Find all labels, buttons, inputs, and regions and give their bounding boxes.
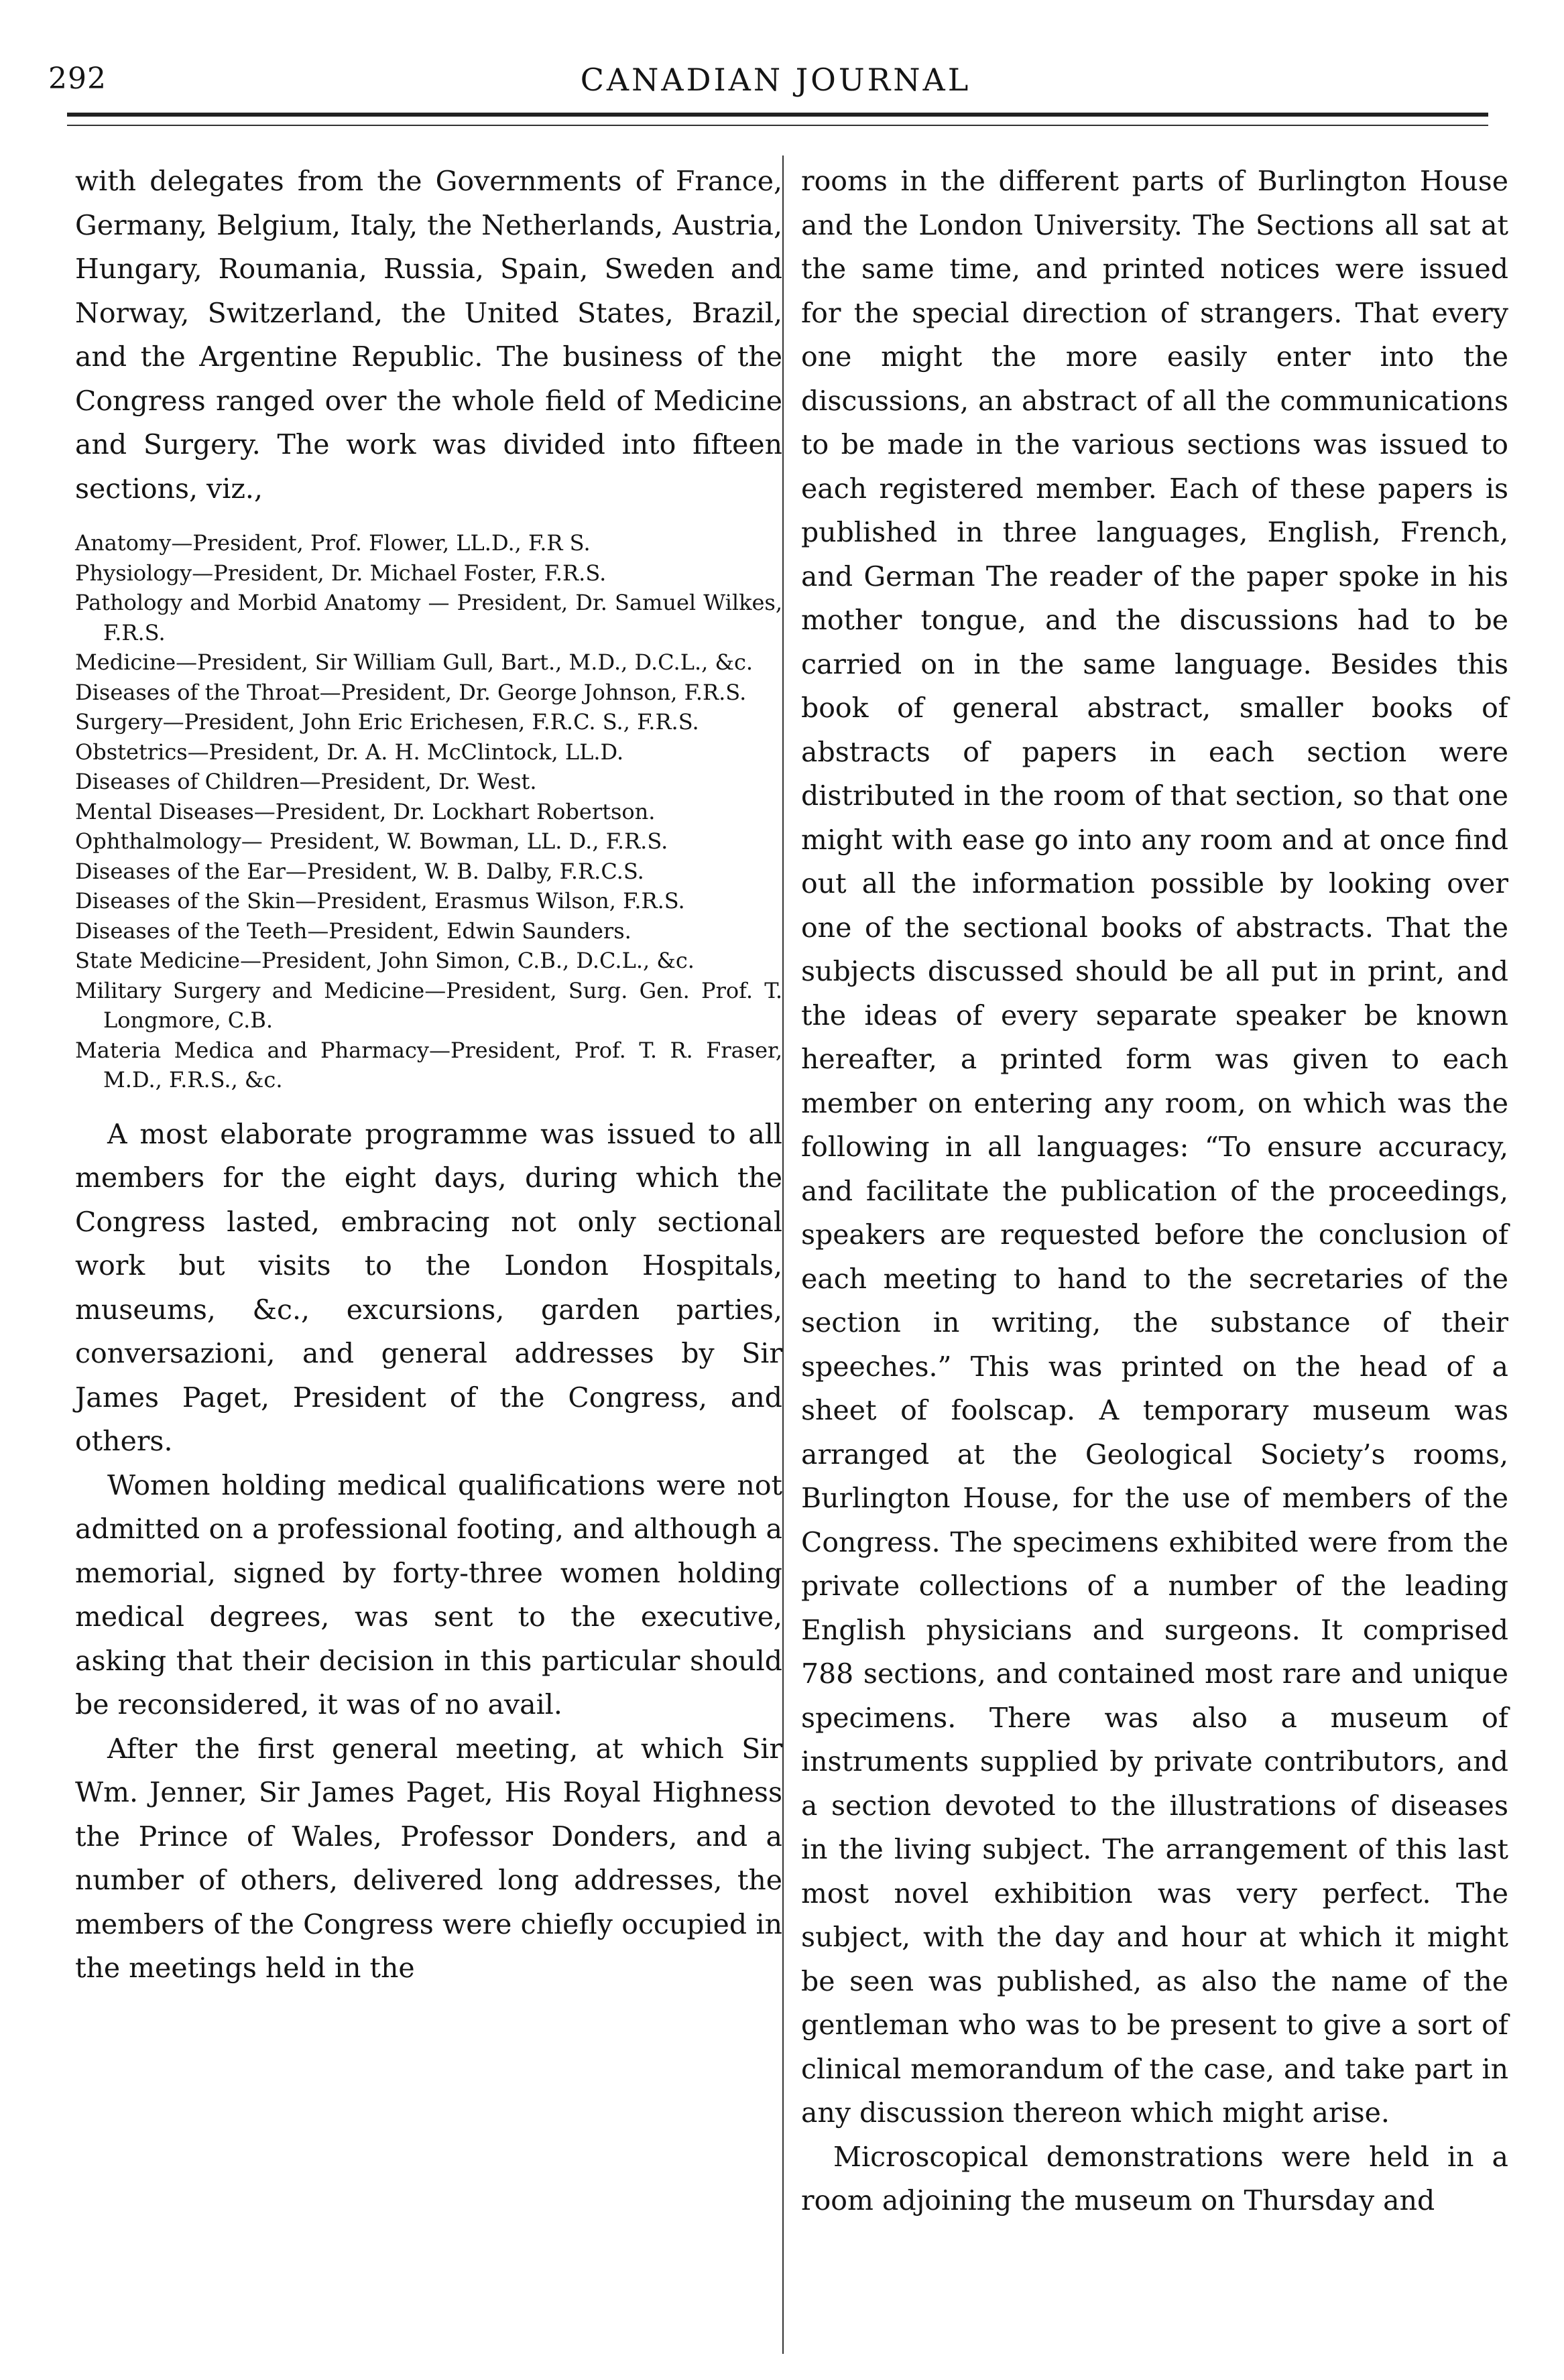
running-title: CANADIAN JOURNAL xyxy=(580,62,971,98)
column-divider xyxy=(782,155,784,2354)
section-item: Pathology and Morbid Anatomy — President, Dr. Samuel Wilkes, F.R.S. xyxy=(75,590,782,645)
header-rule-thin xyxy=(67,125,1488,126)
section-item: Physiology—President, Dr. Michael Foster, F.R.S. xyxy=(75,560,607,586)
left-column xyxy=(75,160,782,1991)
section-item: Ophthalmology— President, W. Bowman, LL. D., F.R.S. xyxy=(75,828,668,854)
section-item: Materia Medica and Pharmacy—President, Prof. T. R. Fraser, M.D., F.R.S., &c. xyxy=(75,1037,782,1092)
section-item: Mental Diseases—President, Dr. Lockhart Robertson. xyxy=(75,798,656,824)
section-item: Diseases of the Ear—President, W. B. Dalby, F.R.C.S. xyxy=(75,858,644,884)
meeting-paragraph: After the first general meeting, at which Sir Wm. Jenner, Sir James Paget, His Royal Highness the Prince of Wales, Professor Donders, and a number of others, delivered long addresses, the members of the Congress were chiefly occupied in the meetings held in the xyxy=(75,1732,782,1984)
intro-paragraph: with delegates from the Governments of France, Germany, Belgium, Italy, the Netherlands, Austria, Hungary, Roumania, Russia, Spain, Sweden and Norway, Switzerland, the United States, Brazil, and the Argentine Republic. The business of the Congress ranged over the whole field of Medicine and Surgery. The work was divided into fifteen sections, viz., xyxy=(75,165,782,505)
rooms-paragraph: rooms in the different parts of Burlington House and the London University. The Sections all sat at the same time, and printed notices were issued for the special direction of strangers. That every one might the more easily enter into the discussions, an abstract of all the communications to be made in the various sections was issued to each registered member. Each of these papers is published in three languages, English, French, and German The reader of the paper spoke in his mother tongue, and the discussions had to be carried on in the same language. Besides this book of general abstract, smaller books of abstracts of papers in each section were distributed in the room of that section, so that one might with ease go into any room and at once find out all the information possible by looking over one of the sectional books of abstracts. That the subjects discussed should be all put in print, and the ideas of every separate speaker be known hereafter, a printed form was given to each member on entering any room, on which was the following in all languages: “To ensure accuracy, and facilitate the publication of the proceedings, speakers are requested before the conclusion of each meeting to hand to the secretaries of the section in writing, the substance of their speeches.” This was printed on the head of a sheet of foolscap. A temporary museum was arranged at the Geological Society’s rooms, Burlington House, for the use of members of the Congress. The specimens exhibited were from the private collections of a number of the leading English physicians and surgeons. It comprised 788 sections, and contained most rare and unique specimens. There was also a museum of instruments supplied by private contributors, and a section devoted to the illustrations of diseases in the living subject. The arrangement of this last most novel exhibition was very perfect. The subject, with the day and hour at which it might be seen was published, as also the name of the gentleman who was to be present to give a sort of clinical memorandum of the case, and take part in any discussion thereon which might arise. xyxy=(801,165,1508,2129)
section-item: Medicine—President, Sir William Gull, Bart., M.D., D.C.L., &c. xyxy=(75,649,754,675)
section-item: Diseases of the Teeth—President, Edwin Saunders. xyxy=(75,918,631,944)
section-item: Diseases of the Throat—President, Dr. George Johnson, F.R.S. xyxy=(75,679,747,705)
section-item: Surgery—President, John Eric Erichesen, F.R.C. S., F.R.S. xyxy=(75,709,699,735)
section-item: Military Surgery and Medicine—President, Surg. Gen. Prof. T. Longmore, C.B. xyxy=(75,977,782,1033)
right-column xyxy=(801,160,1508,2223)
section-item: Anatomy—President, Prof. Flower, LL.D., F.R S. xyxy=(75,530,591,556)
microscopical-paragraph: Microscopical demonstrations were held in a room adjoining the museum on Thursday and xyxy=(801,2140,1508,2216)
page-number: 292 xyxy=(48,62,107,96)
page-header xyxy=(48,58,1503,111)
sections-list xyxy=(75,528,782,1095)
programme-paragraph: A most elaborate programme was issued to all members for the eight days, during which the Congress lasted, embracing not only sectional work but visits to the London Hospitals, museums, &c., excursions, garden parties, conversazioni, and general addresses by Sir James Paget, President of the Congress, and others. xyxy=(75,1117,782,1457)
women-paragraph: Women holding medical qualifications were not admitted on a professional footing, and although a memorial, signed by forty-three women holding medical degrees, was sent to the executive, asking that their decision in this particular should be reconsidered, it was of no avail. xyxy=(75,1468,782,1720)
section-item: Diseases of Children—President, Dr. West. xyxy=(75,769,537,794)
section-item: Diseases of the Skin—President, Erasmus Wilson, F.R.S. xyxy=(75,888,685,914)
section-item: Obstetrics—President, Dr. A. H. McClintock, LL.D. xyxy=(75,739,624,765)
header-rule-thick xyxy=(67,113,1488,117)
section-item: State Medicine—President, John Simon, C.B., D.C.L., &c. xyxy=(75,948,695,973)
